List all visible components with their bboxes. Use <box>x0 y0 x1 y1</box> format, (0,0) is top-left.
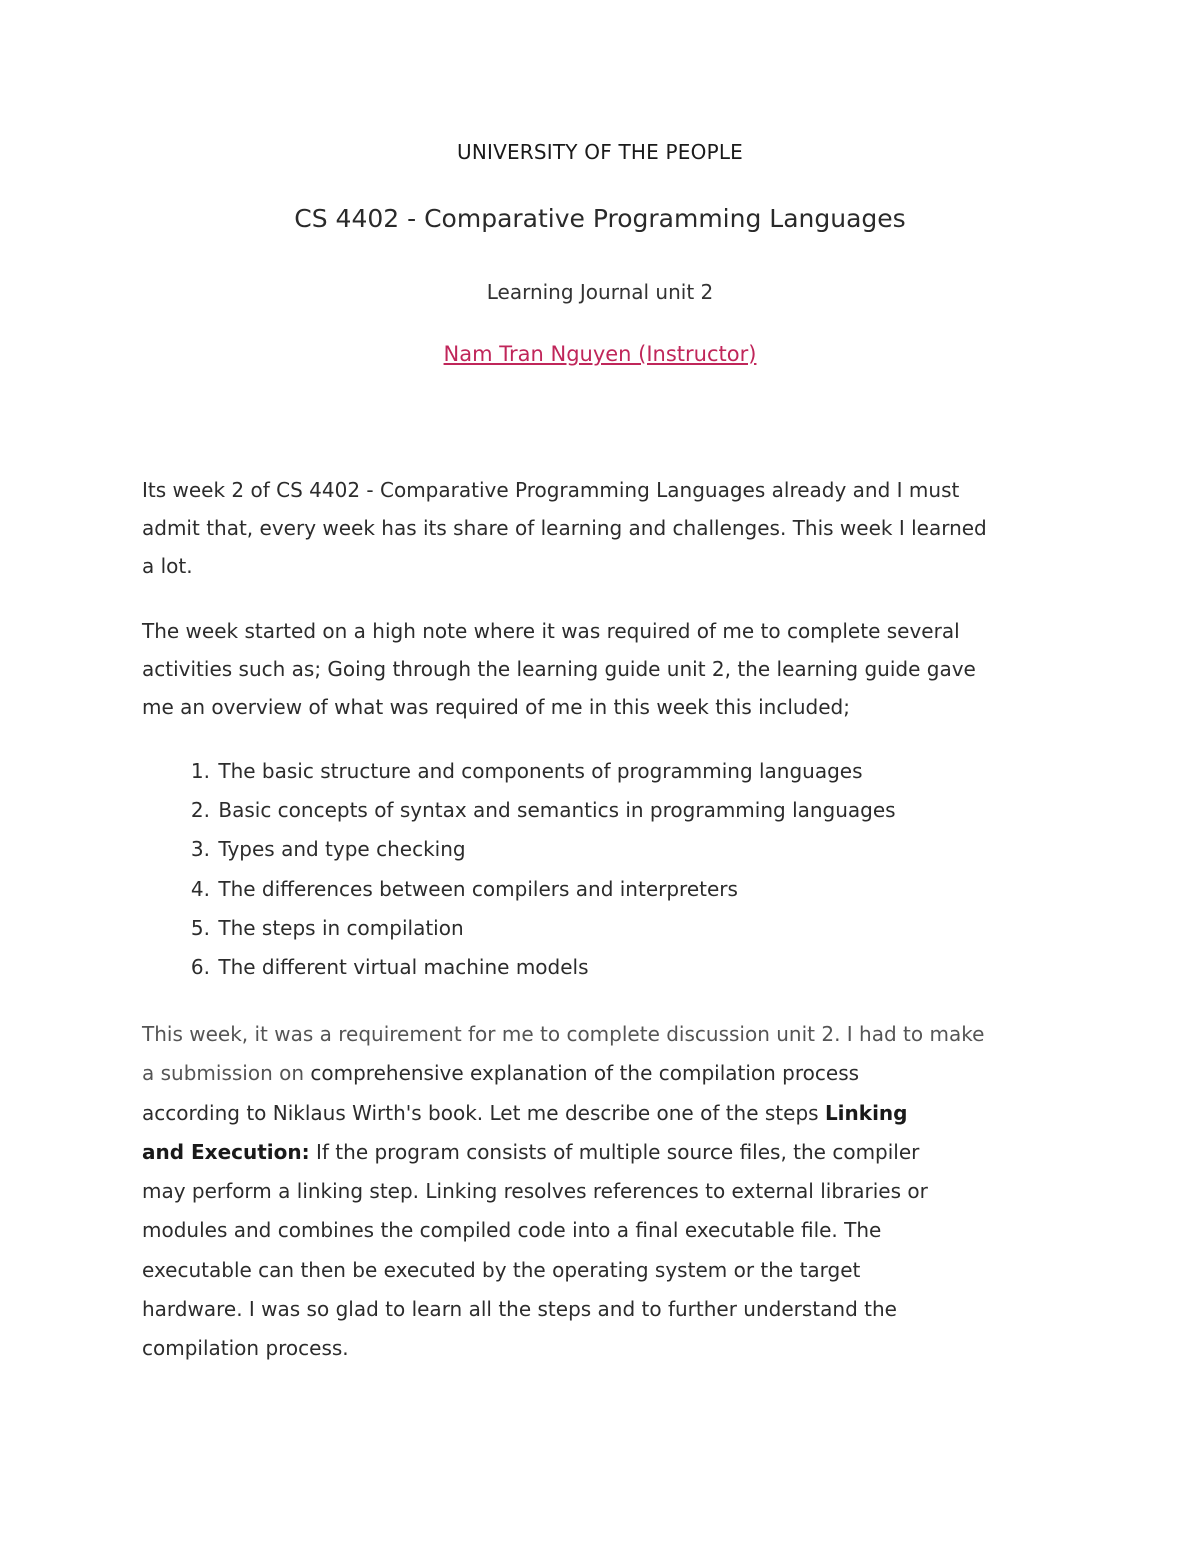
paragraph-fragment: according to Niklaus Wirth's book. Let me describe one of the steps <box>142 1100 825 1125</box>
university-title: UNIVERSITY OF THE PEOPLE <box>456 140 744 164</box>
paragraph-fragment: If the program consists of multiple source files, the compiler <box>309 1139 920 1164</box>
course-title: CS 4402 - Comparative Programming Languages <box>294 204 906 233</box>
list-text: The different virtual machine models <box>218 954 589 979</box>
intro-paragraph <box>142 471 1072 585</box>
list-item <box>160 791 896 830</box>
paragraph-line: executable can then be executed by the operating system or the target <box>142 1257 861 1282</box>
paragraph-line: a lot. <box>142 554 193 578</box>
instructor-link[interactable]: Nam Tran Nguyen (Instructor) <box>443 342 757 366</box>
paragraph-line <box>142 1054 1072 1093</box>
paragraph-fragment: a submission on <box>142 1061 305 1086</box>
journal-title: Learning Journal unit 2 <box>486 280 714 304</box>
paragraph-line: hardware. I was so glad to learn all the steps and to further understand the <box>142 1297 897 1322</box>
discussion-paragraph <box>142 1015 1072 1369</box>
list-item <box>160 948 896 987</box>
list-text: The steps in compilation <box>218 915 464 940</box>
paragraph-line <box>142 1133 1072 1172</box>
list-text: Basic concepts of syntax and semantics in programming languages <box>218 798 896 823</box>
paragraph-line: activities such as; Going through the learning guide unit 2, the learning guide gave <box>142 657 976 681</box>
bold-term: Linking <box>824 1100 908 1125</box>
list-item <box>160 830 896 869</box>
topics-list <box>160 752 896 987</box>
list-item <box>160 909 896 948</box>
paragraph-fragment: comprehensive explanation of the compilation process <box>304 1061 860 1086</box>
list-item <box>160 870 896 909</box>
bold-term: and Execution: <box>142 1139 310 1164</box>
list-number: 4. <box>190 876 210 901</box>
list-text: The differences between compilers and interpreters <box>218 876 738 901</box>
paragraph-line: Its week 2 of CS 4402 - Comparative Programming Languages already and I must <box>142 478 960 502</box>
paragraph-line: me an overview of what was required of me in this week this included; <box>142 695 850 719</box>
list-number: 5. <box>190 915 210 940</box>
paragraph-line: may perform a linking step. Linking resolves references to external libraries or <box>142 1179 928 1204</box>
list-number: 3. <box>190 837 210 862</box>
list-number: 2. <box>190 798 210 823</box>
paragraph-line: admit that, every week has its share of learning and challenges. This week I learned <box>142 516 987 540</box>
paragraph-line: The week started on a high note where it was required of me to complete several <box>142 619 960 643</box>
list-text: Types and type checking <box>218 837 466 862</box>
paragraph-line: compilation process. <box>142 1336 349 1361</box>
activities-paragraph <box>142 612 1072 726</box>
list-item <box>160 752 896 791</box>
paragraph-line <box>142 1094 1072 1133</box>
list-number: 1. <box>190 759 210 783</box>
list-text: The basic structure and components of programming languages <box>218 759 863 783</box>
list-number: 6. <box>190 954 210 979</box>
paragraph-line: This week, it was a requirement for me to complete discussion unit 2. I had to make <box>142 1022 985 1046</box>
paragraph-line: modules and combines the compiled code into a final executable file. The <box>142 1218 882 1243</box>
